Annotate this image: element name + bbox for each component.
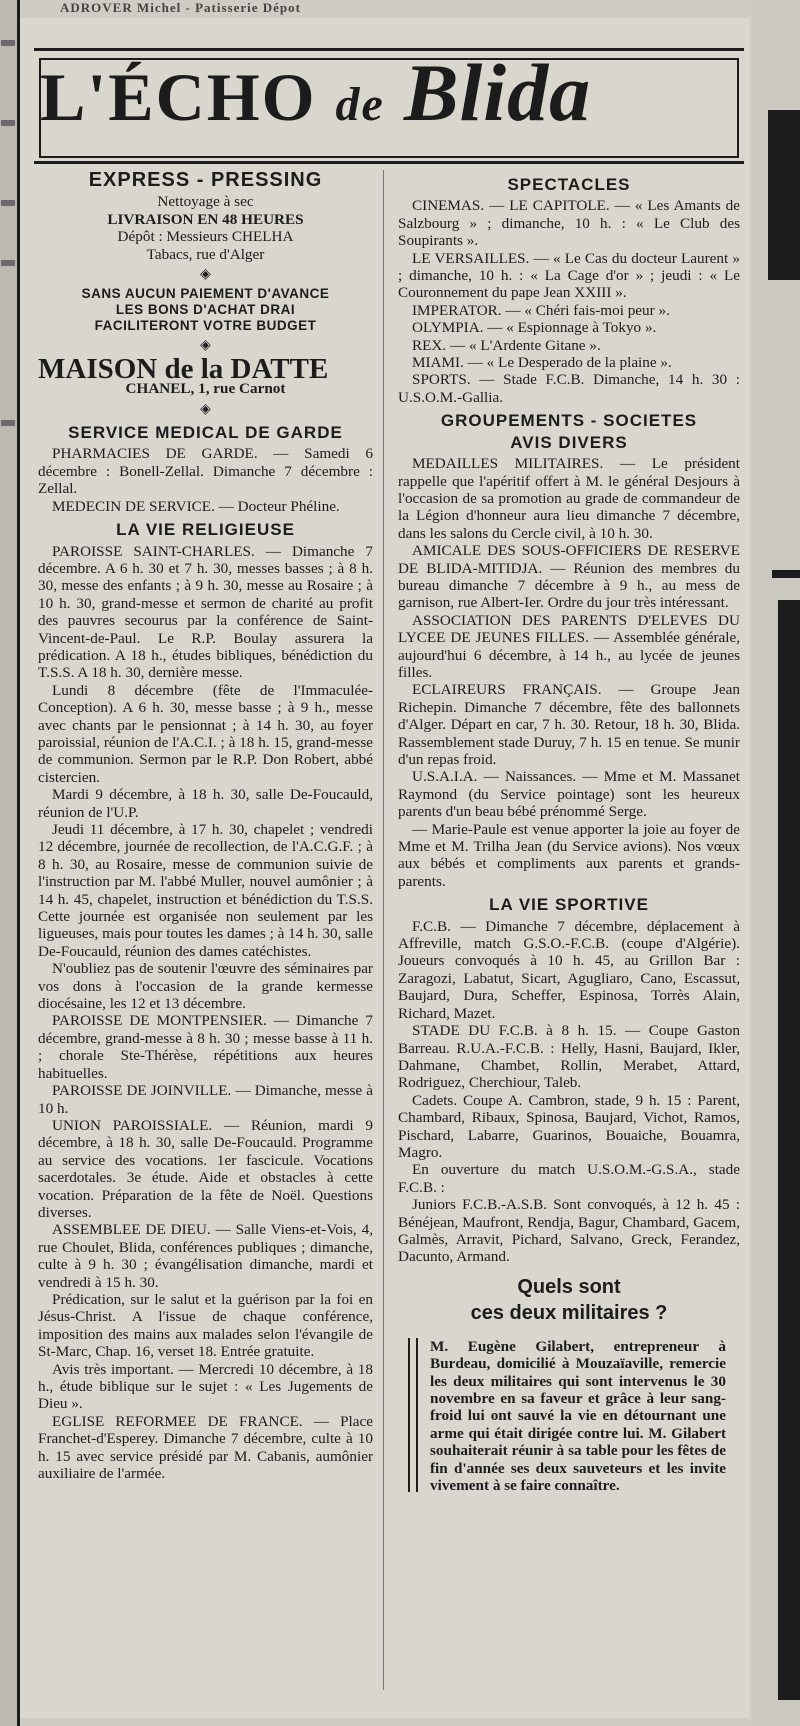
right-column: SPECTACLES CINEMAS. — LE CAPITOLE. — « Les Amants de Salzbourg » ; dimanche, 10 h. : « Le Club des Soupirants ». LE VERSAILLES. — « Le Cas du docteur Laurent » ; dimanche, 10 h. : « La Cage d'or » ; jeudi : « Le Couronnement du pape Jean XXIII ». IMPERATOR. — « Chéri fais-moi peur ». OLYMPIA. — « Espionnage à Tokyo ». REX. — « L'Ardente Gitane ». MIAMI. — « Le Desperado de la plaine ». SPORTS. — Stade F.C.B. Dimanche, 14 h. 30 : U.S.O.M.-Gallia. GROUPEMENTS - SOCIETES AVIS DIVERS MEDAILLES MILITAIRES. — Le président rappelle que l'apéritif offert à M. le général Desjours à l'occasion de sa promotion au grade de commandeur de la Légion d'honneur aura lieu dimanche 7 décembre, dans les salons du Cercle civil, à 10 h. 30. AMICALE DES SOUS-OFFICIERS DE RESERVE DE BLIDA-MITIDJA. — Réunion des membres du bureau dimanche 7 décembre à 9 h., au mess de garnison, rue Albert-Ier. Ordre du jour très intéressant. ASSOCIATION DES PARENTS D'ELEVES DU LYCEE DE JEUNES FILLES. — Assemblée générale, aujourd'hui 6 décembre, à 14 h., au lycée de jeunes filles. ECLAIREURS FRANÇAIS. — Groupe Jean Richepin. Dimanche 7 décembre, fête des ballonnets d'Alger. Départ en car, 7 h. 30. Retour, 18 h. 30, Blida. Rassemblement stade Duruy, 7 h. 15 en tenue. Se munir d'un repas froid. U.S.A.I.A. — Naissances. — Mme et M. Massanet Raymond (du Service pointage) sont les heureux parents d'un beau bébé prénommé Serge. — Marie-Paule est venue apporter la joie au foyer de Mme et M. Trilha Jean (du Service avions). Nos vœux aux bébés et compliments aux parents et grands-parents. LA VIE SPORTIVE F.C.B. — Dimanche 7 décembre, déplacement à Affreville, match G.S.O.-F.C.B. (coupe d'Algérie). Joueurs convoqués à 10 h. 45, au Grillon Bar : Zaragozi, Labatut, Sicart, Agugliaro, Cano, Escassut, Baujard, Dura, Scheffer, Espinosa, Torrès Alain, Richard, Mazet. STADE DU F.C.B. à 8 h. 15. — Coupe Gaston Barreau. R.U.A.-F.C.B. : Helly, Hasni, Baujard, Ikler, Dahmane, Chambet, Rollin, Merabet, Attard, Rodriguez, Cherchiour, Taleb. Cadets. Coupe A. Cambron, stade, 9 h. 15 : Parent, Chambard, Ribaux, Spinosa, Baujard, Vichot, Ramos, Pischard, Labarre, Guarinos, Bouaiche, Bouamra, Magro. En ouverture du match U.S.O.M.-G.S.A., stade F.C.B. : Juniors F.C.B.-A.S.B. Sont convoqués, à 12 h. 45 : Bénéjean, Maufront, Rendja, Bagur, Chambard, Gacem, Galmès, Arravit, Pichard, Salvano, Greck, Ferandez, Dacunto, Armand. Quels sont ces deux militaires ? M. Eugène Gilabert, entrepreneur à Burdeau, domicilié à Mouzaïaville, remercie les deux militaires qui sont intervenus le 30 novembre en sa faveur et grâce à leur sang-froid lui ont sauvé la vie en détournant une arme qui était dirigée contre lui. M. Gilabert souhaiterait réunir à sa table pour les fêtes de fin d'année ses deux sauveteurs et les invite vivement à se faire connaître. — [398, 170, 740, 1498]
diamond-ornament: ◈ — [200, 401, 211, 417]
religieuse-title: LA VIE RELIGIEUSE — [116, 520, 295, 540]
column-divider — [383, 170, 384, 1690]
sportive-title: LA VIE SPORTIVE — [489, 895, 649, 915]
pressing-title: EXPRESS - PRESSING — [88, 169, 323, 191]
adjacent-page-left — [0, 0, 20, 1726]
militaires-title: Quels sont — [517, 1275, 621, 1298]
avis-divers-title: AVIS DIVERS — [510, 432, 628, 452]
masthead-title: L'ÉCHO de Blida — [40, 47, 592, 138]
datte-title: MAISON de la DATTE — [38, 352, 329, 385]
militaires-subtitle: ces deux militaires ? — [470, 1301, 668, 1324]
spectacles-title: SPECTACLES — [507, 175, 631, 194]
medical-title: SERVICE MEDICAL DE GARDE — [68, 423, 343, 443]
top-fragment: ADROVER Michel - Patisserie Dépot — [60, 0, 301, 15]
diamond-ornament: ◈ — [200, 267, 211, 283]
left-column: EXPRESS - PRESSING Nettoyage à sec LIVRAISON EN 48 HEURES Dépôt : Messieurs CHELHA Tabacs, rue d'Alger ◈ SANS AUCUN PAIEMENT D'AVANCE LES BONS D'ACHAT DRAI FACILITERONT VOTRE BUDGET ◈ MAISON de la DATTE CHANEL, 1, rue Carnot ◈ SERVICE MEDICAL DE GARDE PHARMACIES DE GARDE. — Samedi 6 décembre : Bonell-Zellal. Dimanche 7 décembre : Zellal. MEDECIN DE SERVICE. — Docteur Phéline. LA VIE RELIGIEUSE PAROISSE SAINT-CHARLES. — Dimanche 7 décembre. A 6 h. 30 et 7 h. 30, messes basses ; à 8 h. 30, messe des enfants ; à 9 h. 30, messe au Rosaire ; à 10 h. 30, grand-messe et sermon de charité au profit des pauvres secourus par la conférence de Saint-Vincent-de-Paul. Le R.P. Boulay assurera la prédication. A 18 h., études bibliques, bénédiction du T.S.S. A 18 h. 30, dernière messe. Lundi 8 décembre (fête de l'Immaculée-Conception). A 6 h. 30, messe basse ; à 9 h., messe avec chants par le pensionnat ; à 14 h. 30, au foyer paroissial, réunion de l'A.C.I. ; à 18 h. 15, grand-messe de communion. Sermon par le R.P. Don Robert, abbé cistercien. Mardi 9 décembre, à 18 h. 30, salle De-Foucauld, réunion de l'U.P. Jeudi 11 décembre, à 17 h. 30, chapelet ; vendredi 12 décembre, journée de recollection, de l'A.C.G.F. ; à 8 h. 30, au Rosaire, messe de communion suivie de l'instruction par M. l'abbé Muller, nouvel aumônier ; à 14 h. 45, chapelet, instruction et bénédiction du T.S.S. Cette journée est organisée non seulement par les ligueuses, mais pour toutes les dames ; à 14 h. 30, salle De-Foucauld, réunion des dames catéchistes. N'oubliez pas de soutenir l'œuvre des séminaires par vos dons à l'occasion de la grande kermesse diocésaine, les 12 et 13 décembre. PAROISSE DE MONTPENSIER. — Dimanche 7 décembre, grand-messe à 8 h. 30 ; messe basse à 11 h. ; chorale Ste-Thérèse, répétitions aux heures habituelles. PAROISSE DE JOINVILLE. — Dimanche, messe à 10 h. UNION PAROISSIALE. — Réunion, mardi 9 décembre, à 18 h. 30, salle De-Foucauld. Programme au service des vocations. 1er fascicule. Vocations sacerdotales. 3e étude. Aide et obstacles à cette vocation. Préparation de la fête de Noël. Questions diverses. ASSEMBLEE DE DIEU. — Salle Viens-et-Vois, 4, rue Choulet, Blida, conférences publiques ; dimanche, culte à 9 h. 30 ; évangélisation dimanche, mardi et vendredi à 15 h. 30. Prédication, sur le salut et la guérison par la foi en Jésus-Christ. A l'issue de chaque conférence, imposition des mains aux malades selon l'évangile de St-Marc, Chap. 16, verset 18. Entrée gratuite. Avis très important. — Mercredi 10 décembre, à 18 h., étude biblique sur le sujet : « Les Jugements de Dieu ». EGLISE REFORMEE DE FRANCE. — Place Franchet-d'Esperey. Dimanche 7 décembre, culte à 10 h. 15 avec service présidé par M. Cabanis, aumônier auxiliaire de l'armée. — [38, 169, 373, 1483]
groupements-title: GROUPEMENTS - SOCIETES — [440, 411, 698, 431]
militaires-box: M. Eugène Gilabert, entrepreneur à Burdeau, domicilié à Mouzaïaville, remercie les deux militaires qui sont intervenus le 30 novembre en sa faveur et grâce à leur sang-froid lui ont sauvé la vie en détournant une arme qui était dirigée contre lui. M. Gilabert souhaiterait réunir à sa table pour les fêtes de fin d'année ses deux sauveteurs et les invite vivement à se faire connaître. — [408, 1332, 736, 1499]
adjacent-page-right — [752, 0, 800, 1726]
diamond-ornament: ◈ — [200, 338, 211, 354]
